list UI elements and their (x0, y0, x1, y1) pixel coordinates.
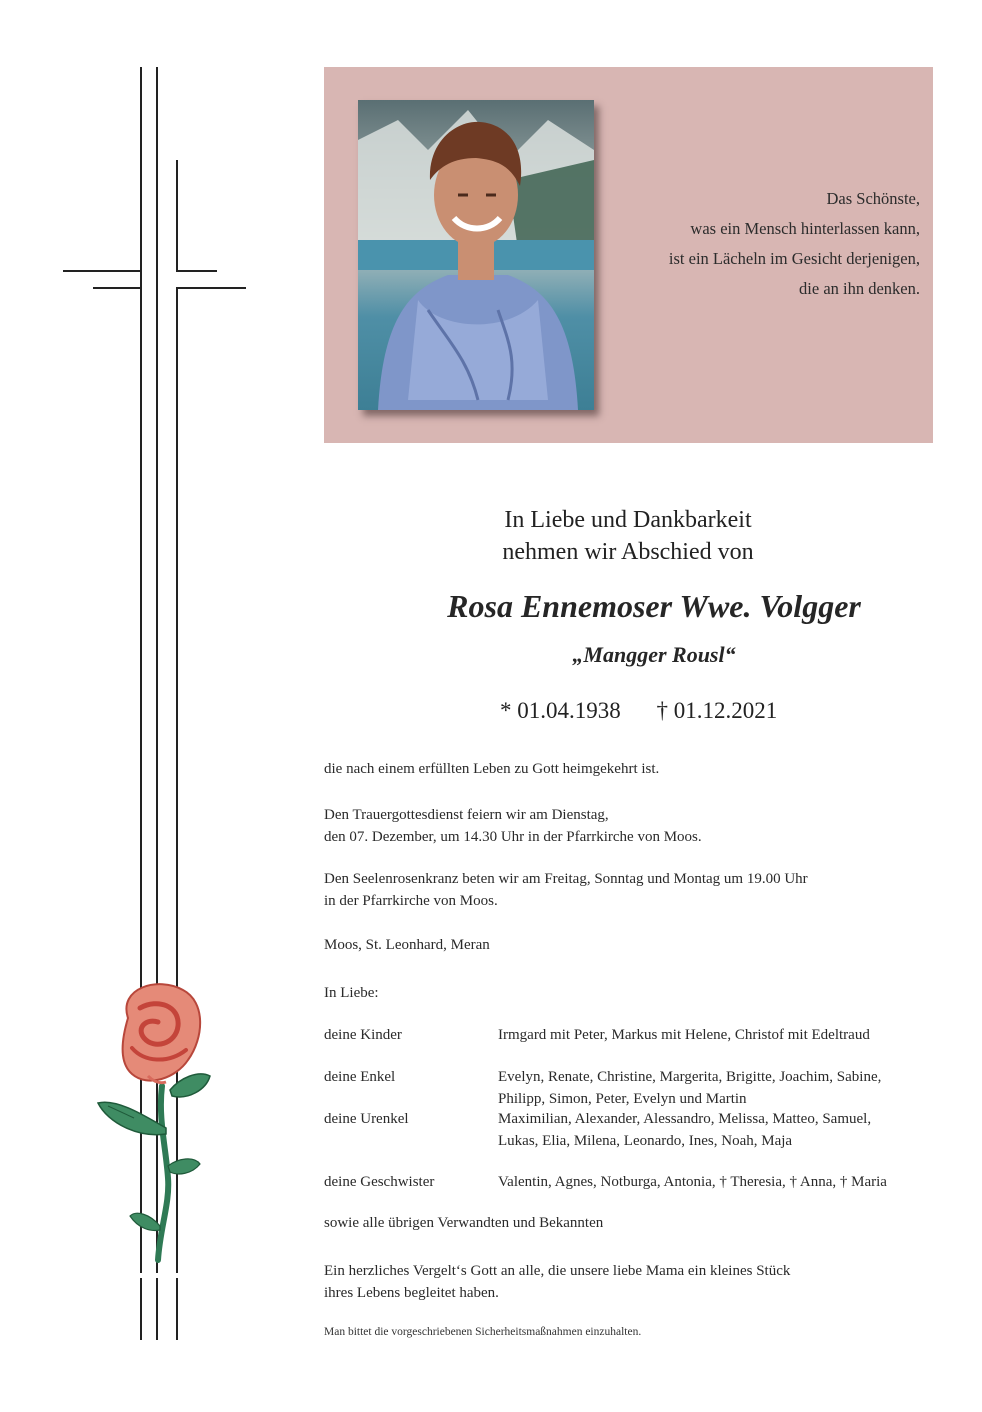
thanks-line: ihres Lebens begleitet haben. (324, 1285, 499, 1301)
quote-line: die an ihn denken. (799, 279, 920, 298)
deceased-nickname: „Mangger Rousl“ (572, 642, 736, 667)
intro-line: In Liebe und Dankbarkeit (504, 507, 752, 533)
service-line: Den Trauergottesdienst feiern wir am Dienstag, (324, 807, 609, 823)
quote-line: ist ein Lächeln im Gesicht derjenigen, (668, 249, 920, 268)
service-line: den 07. Dezember, um 14.30 Uhr in der Pfarrkirche von Moos. (324, 829, 702, 845)
death-date: † 01.12.2021 (656, 698, 778, 723)
safety-note: Man bittet die vorgeschriebenen Sicherheitsmaßnahmen einzuhalten. (324, 1326, 642, 1338)
children-names: Irmgard mit Peter, Markus mit Helene, Christof mit Edeltraud (498, 1027, 870, 1043)
quote-line: Das Schönste, (826, 189, 920, 208)
greatgrandchildren-names (498, 1108, 938, 1152)
service-info (324, 804, 702, 848)
others-text: sowie alle übrigen Verwandten und Bekannten (324, 1215, 604, 1231)
thanks-text (324, 1260, 790, 1304)
places-text: Moos, St. Leonhard, Meran (324, 937, 490, 953)
memorial-quote (600, 184, 920, 304)
in-love-label: In Liebe: (324, 985, 379, 1001)
rosary-info (324, 868, 808, 912)
thanks-line: Ein herzliches Vergelt‘s Gott an alle, die unsere liebe Mama ein kleines Stück (324, 1263, 791, 1279)
portrait-photo (358, 100, 594, 410)
grandchildren-label: deine Enkel (324, 1069, 396, 1085)
grandchildren-line: Evelyn, Renate, Christine, Margerita, Brigitte, Joachim, Sabine, (498, 1069, 882, 1085)
intro-heading (388, 504, 868, 568)
siblings-label: deine Geschwister (324, 1174, 435, 1190)
intro-line: nehmen wir Abschied von (502, 539, 754, 565)
rosary-line: in der Pfarrkirche von Moos. (324, 893, 498, 909)
birth-date: * 01.04.1938 (500, 698, 621, 723)
life-dates (500, 698, 777, 724)
returned-text: die nach einem erfüllten Leben zu Gott heimgekehrt ist. (324, 761, 660, 777)
greatgrandchildren-line: Lukas, Elia, Milena, Leonardo, Ines, Noah, Maja (498, 1133, 793, 1149)
rose-illustration (88, 978, 218, 1266)
siblings-names: Valentin, Agnes, Notburga, Antonia, † Theresia, † Anna, † Maria (498, 1174, 887, 1190)
grandchildren-line: Philipp, Simon, Peter, Evelyn und Martin (498, 1091, 747, 1107)
children-label: deine Kinder (324, 1027, 402, 1043)
deceased-name: Rosa Ennemoser Wwe. Volgger (447, 588, 861, 624)
rosary-line: Den Seelenrosenkranz beten wir am Freitag, Sonntag und Montag um 19.00 Uhr (324, 871, 808, 887)
greatgrandchildren-label: deine Urenkel (324, 1111, 409, 1127)
grandchildren-names (498, 1066, 938, 1110)
greatgrandchildren-line: Maximilian, Alexander, Alessandro, Melissa, Matteo, Samuel, (498, 1111, 872, 1127)
quote-line: was ein Mensch hinterlassen kann, (690, 219, 920, 238)
